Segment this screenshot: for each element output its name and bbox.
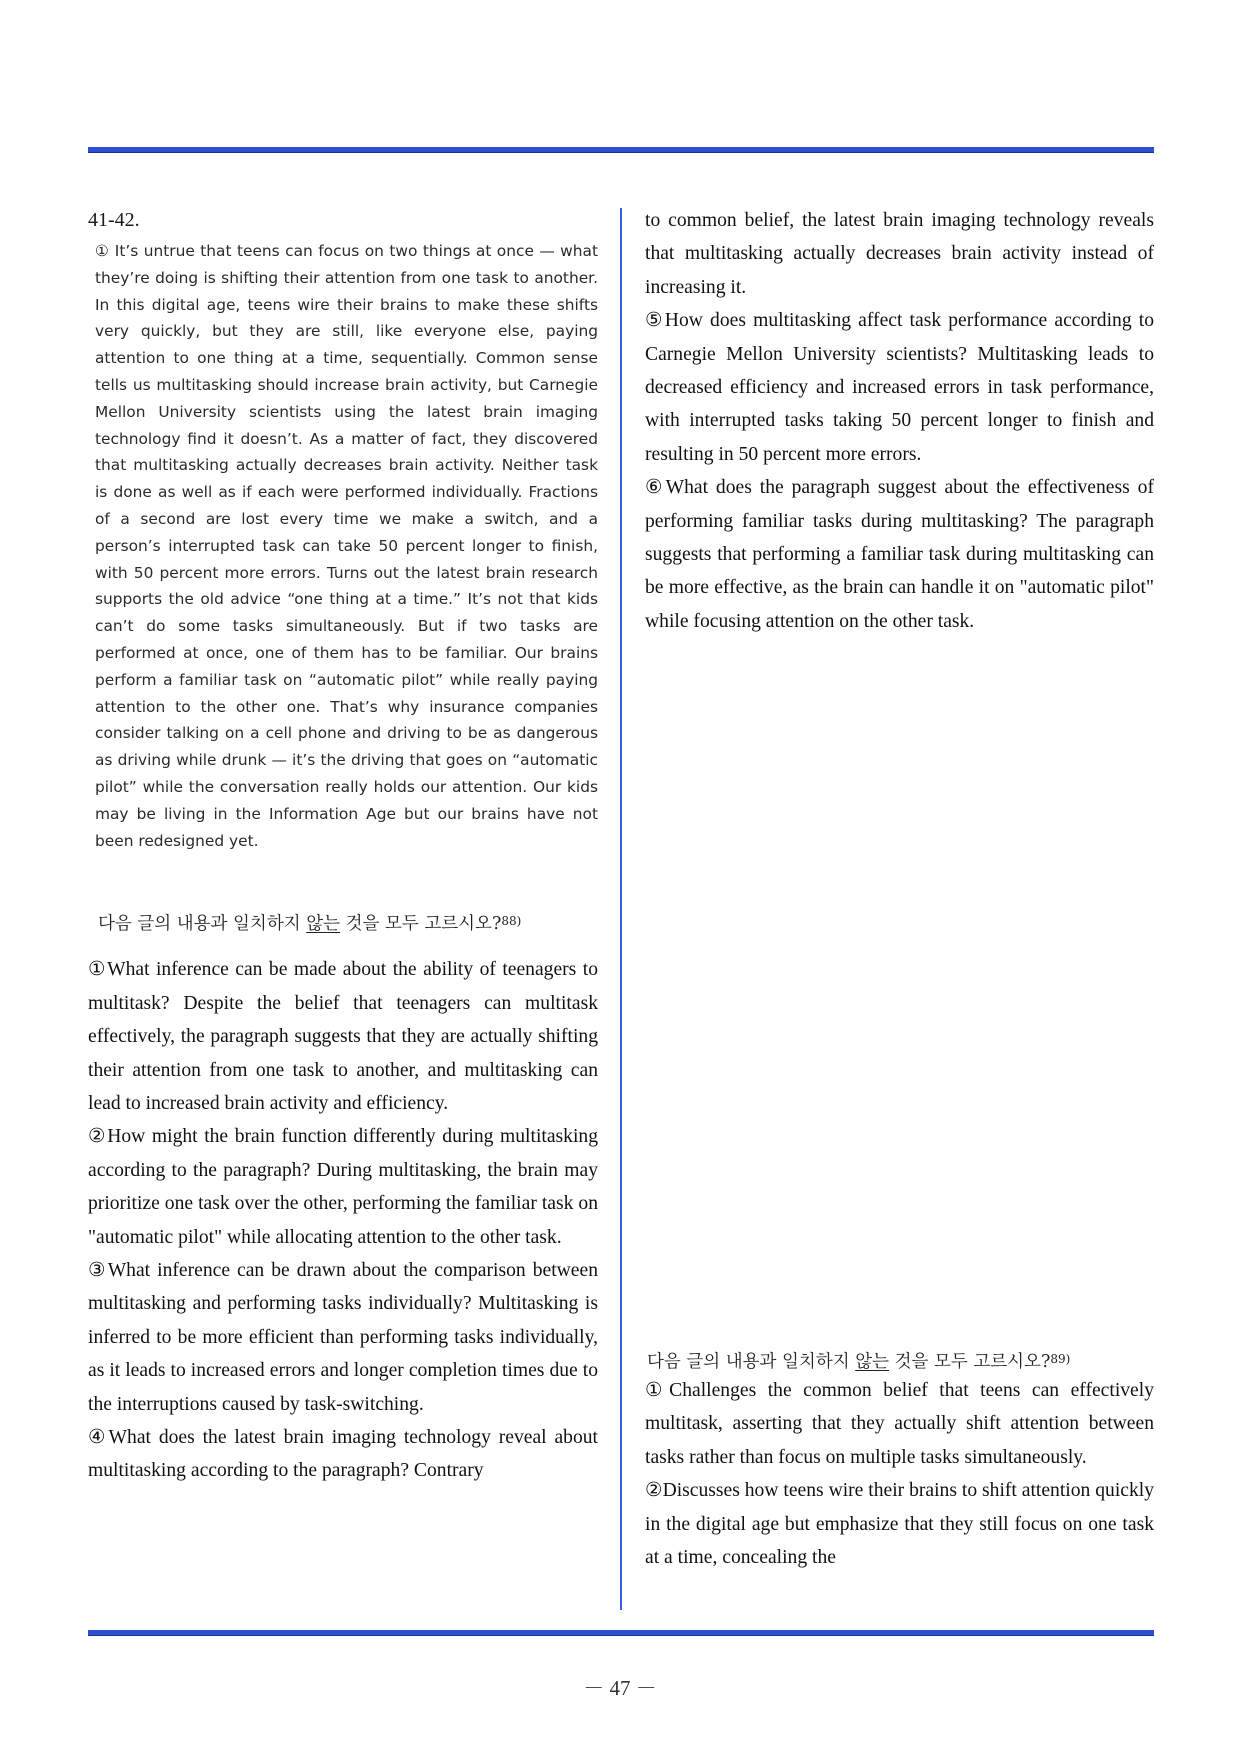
- option-88-2: ②How might the brain function differently during multitasking according to the paragraph? During multitasking, the brain may prioritize one task over the other, performing the familiar task on "automatic pilot" while allocating attention to the other task.: [88, 1126, 598, 1248]
- reading-passage: ① It’s untrue that teens can focus on two things at once — what they’re doing is shifting their attention from one task to another. In this digital age, teens wire their brains to make these shifts very quickly, but they are still, like everyone else, paying attention to one thing at a time, sequentially. Common sense tells us multitasking should increase brain activity, but Carnegie Mellon University scientists using the latest brain imaging technology find it doesn’t. As a matter of fact, they discovered that multitasking actually decreases brain activity. Neither task is done as well as if each were performed individually. Fractions of a second are lost every time we make a switch, and a person’s interrupted task can take 50 percent longer to finish, with 50 percent more errors. Turns out the latest brain research supports the old advice “one thing at a time.” It’s not that kids can’t do some tasks simultaneously. But if two tasks are performed at once, one of them has to be familiar. Our brains perform a familiar task on “automatic pilot” while really paying attention to the other one. That’s why insurance companies consider talking on a cell phone and driving to be as dangerous as driving while drunk — it’s the driving that goes on “automatic pilot” while the conversation really holds our attention. Our kids may be living in the Information Age but our brains have not been redesigned yet.: [95, 242, 598, 850]
- option-89-1: ①Challenges the common belief that teens can effectively multitask, asserting that they actually shift attention between tasks rather than focus on multiple tasks simultaneously.: [645, 1380, 1154, 1468]
- left-column: [88, 204, 598, 1488]
- option-88-6: ⑥What does the paragraph suggest about the effectiveness of performing familiar tasks during multitasking? The paragraph suggests that performing a familiar task during multitasking can be more effective, as the brain can handle it on "automatic pilot" while focusing attention on the other task.: [645, 477, 1154, 632]
- question-89-footnote: 89): [1050, 1352, 1071, 1366]
- question-89-text-before: 다음 글의 내용과 일치하지: [647, 1352, 856, 1372]
- option-88-5: ⑤How does multitasking affect task performance according to Carnegie Mellon University scientists? Multitasking leads to decreased efficiency and increased errors in task performance, with interrupted tasks taking 50 percent longer to finish and resulting in 50 percent more errors.: [645, 310, 1154, 465]
- question-88-underlined: 않는: [306, 914, 341, 935]
- options-88-continued: [645, 204, 1154, 638]
- option-88-4-continued: to common belief, the latest brain imaging technology reveals that multitasking actually decreases brain activity instead of increasing it.: [645, 210, 1154, 298]
- options-88: [88, 953, 598, 1488]
- question-88-text-before: 다음 글의 내용과 일치하지: [98, 914, 307, 935]
- options-89: [645, 1374, 1154, 1574]
- question-88: [88, 906, 598, 939]
- option-89-2: ②Discusses how teens wire their brains to shift attention quickly in the digital age but emphasize that they still focus on one task at a time, concealing the: [645, 1480, 1154, 1569]
- right-column: [645, 204, 1154, 1569]
- footer-rule: [88, 1630, 1154, 1636]
- problem-number: 41-42.: [88, 209, 140, 231]
- question-88-footnote: 88): [501, 914, 522, 929]
- question-89: [645, 1344, 1070, 1377]
- option-88-4: ④What does the latest brain imaging technology reveal about multitasking according to the paragraph? Contrary: [88, 1427, 598, 1482]
- question-88-text-after: 것을 모두 고르시오?: [340, 914, 502, 935]
- question-89-underlined: 않는: [855, 1352, 890, 1372]
- header-rule: [88, 147, 1154, 153]
- option-88-3: ③What inference can be drawn about the comparison between multitasking and performing tasks individually? Multitasking is inferred to be more efficient than performing tasks individually, as it leads to increased errors and longer completion times due to the interruptions caused by task-switching.: [88, 1259, 598, 1415]
- question-89-text-after: 것을 모두 고르시오?: [889, 1352, 1051, 1372]
- option-88-1: ①What inference can be made about the ability of teenagers to multitask? Despite the belief that teenagers can multitask effectively, the paragraph suggests that they are actually shifting their attention from one task to another, and multitasking can lead to increased brain activity and efficiency.: [88, 959, 598, 1114]
- column-divider: [620, 208, 622, 1610]
- page-number: － 47 －: [583, 1676, 657, 1700]
